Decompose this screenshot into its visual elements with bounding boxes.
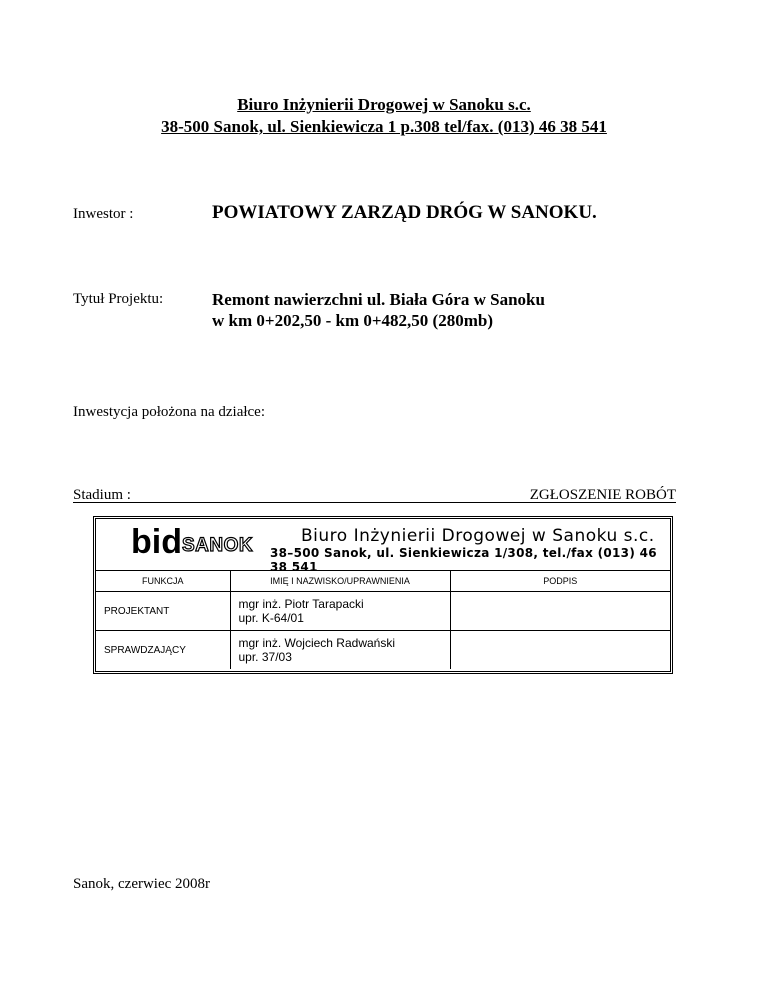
row-person <box>230 631 450 670</box>
project-title-line2: w km 0+202,50 - km 0+482,50 (280mb) <box>212 311 493 330</box>
header-function: FUNKCJA <box>96 571 230 592</box>
investor-label: Inwestor : <box>73 206 134 222</box>
header-name: IMIĘ I NAZWISKO/UPRAWNIENIA <box>230 571 450 592</box>
header-company-address: 38-500 Sanok, ul. Sienkiewicza 1 p.308 tel/fax. (013) 46 38 541 <box>161 117 607 136</box>
title-block-stamp <box>93 516 673 674</box>
header-signature: PODPIS <box>450 571 670 592</box>
stamp-logo-row <box>96 519 670 574</box>
stamp-company-name: Biuro Inżynierii Drogowej w Sanoku s.c. <box>301 526 655 546</box>
row-signature-cell <box>450 592 670 631</box>
table-row <box>96 592 670 631</box>
row-signature-cell <box>450 631 670 670</box>
footer-place-date: Sanok, czerwiec 2008r <box>73 876 211 892</box>
project-title-label: Tytuł Projektu: <box>73 291 164 307</box>
stadium-row <box>73 487 676 503</box>
stadium-value: ZGŁOSZENIE ROBÓT <box>529 487 676 503</box>
header-company-name: Biuro Inżynierii Drogowej w Sanoku s.c. <box>237 95 531 114</box>
stamp-header-row <box>96 571 670 592</box>
person-name: mgr inż. Piotr Tarapacki <box>238 597 364 611</box>
person-license: upr. 37/03 <box>238 650 292 664</box>
table-row <box>96 631 670 670</box>
person-license: upr. K-64/01 <box>238 611 304 625</box>
investor-value: POWIATOWY ZARZĄD DRÓG W SANOKU. <box>212 202 597 223</box>
logo-sanok-text: SANOK <box>182 535 254 556</box>
stadium-label: Stadium : <box>73 487 131 503</box>
stamp-company-address: 38–500 Sanok, ul. Sienkiewicza 1/308, tel./fax (013) 46 38 541 <box>270 546 657 574</box>
plot-label: Inwestycja położona na działce: <box>73 404 265 420</box>
logo-bid-text: bid <box>131 523 182 561</box>
person-name: mgr inż. Wojciech Radwański <box>238 636 395 650</box>
stamp-table <box>96 571 670 669</box>
row-person <box>230 592 450 631</box>
row-role: PROJEKTANT <box>96 592 230 631</box>
row-role: SPRAWDZAJĄCY <box>96 631 230 670</box>
project-title-line1: Remont nawierzchni ul. Biała Góra w Sanoku <box>212 290 545 309</box>
